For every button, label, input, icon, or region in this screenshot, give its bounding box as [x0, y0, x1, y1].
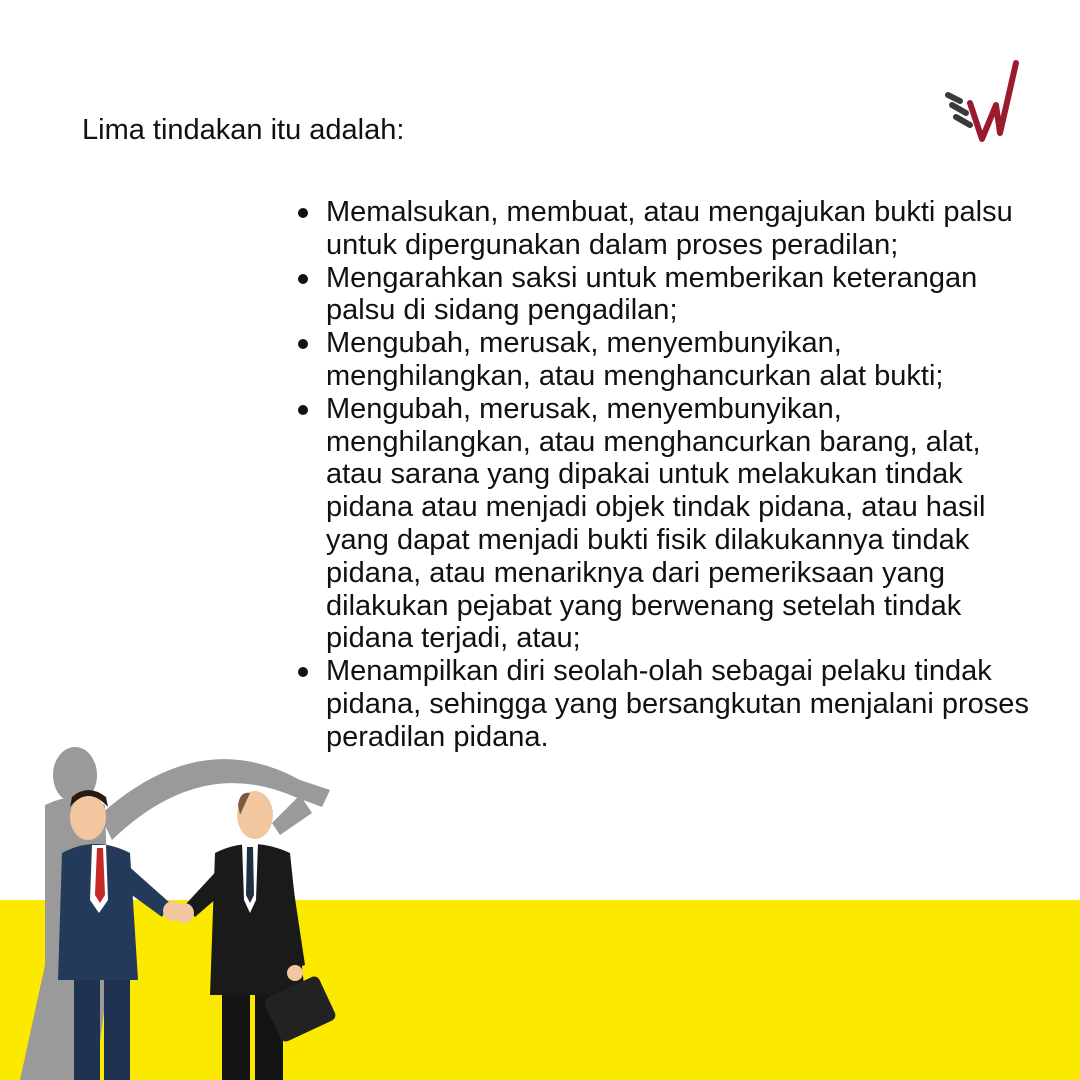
intro-heading: Lima tindakan itu adalah:	[82, 114, 405, 146]
list-item: Mengubah, merusak, menyembunyikan, menghilangkan, atau menghancurkan barang, alat, atau sarana yang dipakai untuk melakukan tindak pidana atau menjadi objek tindak pidana, atau hasil yang dapat menjadi bukti fisik dilakukannya tindak pidana, atau menariknya dari pemeriksaan yang dilakukan pejabat yang berwenang setelah tindak pidana terjadi, atau;	[298, 393, 1038, 655]
actions-list	[298, 196, 1038, 754]
list-item: Mengarahkan saksi untuk memberikan keterangan palsu di sidang pengadilan;	[298, 262, 1038, 328]
right-businessman	[174, 791, 337, 1080]
left-businessman	[58, 790, 183, 1080]
list-item: Menampilkan diri seolah-olah sebagai pelaku tindak pidana, sehingga yang bersangkutan menjalani proses peradilan pidana.	[298, 655, 1038, 753]
handshake-illustration-icon	[0, 735, 360, 1080]
list-item: Mengubah, merusak, menyembunyikan, menghilangkan, atau menghancurkan alat bukti;	[298, 327, 1038, 393]
list-item: Memalsukan, membuat, atau mengajukan bukti palsu untuk dipergunakan dalam proses peradilan;	[298, 196, 1038, 262]
brand-w-logo-icon	[940, 55, 1022, 145]
